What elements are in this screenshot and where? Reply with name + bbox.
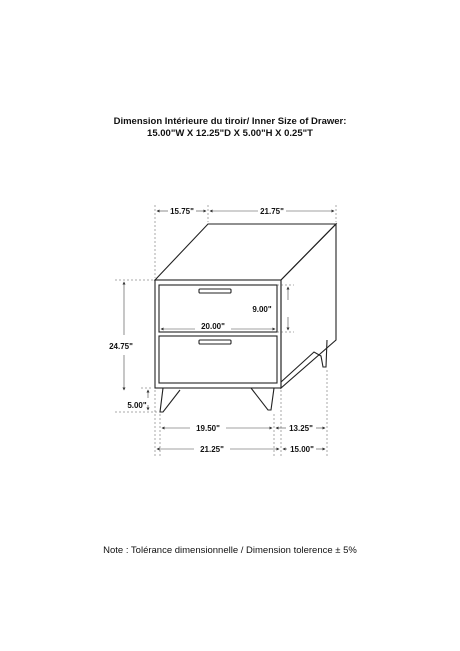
front-right-leg [251, 388, 274, 410]
inner-size-values: 15.00"W X 12.25"D X 5.00"H X 0.25"T [147, 128, 313, 139]
back-right-leg [281, 340, 327, 382]
dim-inner-leg-width: 19.50" [196, 424, 220, 433]
nightstand-body [155, 224, 336, 388]
dim-overall-depth: 15.00" [290, 445, 314, 454]
front-face [155, 280, 281, 388]
drawers [159, 285, 277, 383]
dim-top-width: 21.75" [260, 207, 284, 216]
dim-total-height: 24.75" [109, 342, 133, 351]
front-left-leg [160, 388, 180, 412]
drawer-height-dimension [277, 285, 294, 332]
dim-inner-leg-depth: 13.25" [289, 424, 313, 433]
top-drawer-handle [199, 289, 231, 293]
inner-size-heading: Dimension Intérieure du tiroir/ Inner Size of Drawer: [113, 116, 347, 127]
bottom-drawer-handle [199, 340, 231, 344]
dim-overall-width: 21.25" [200, 445, 224, 454]
legs [160, 340, 327, 412]
side-face [281, 224, 336, 388]
bottom-drawer [159, 336, 277, 383]
dim-leg-height: 5.00" [127, 401, 147, 410]
dim-drawer-height: 9.00" [252, 305, 272, 314]
tolerance-note: Note : Tolérance dimensionnelle / Dimension tolerence ± 5% [103, 545, 357, 556]
dim-drawer-width: 20.00" [201, 322, 225, 331]
dim-top-depth: 15.75" [170, 207, 194, 216]
